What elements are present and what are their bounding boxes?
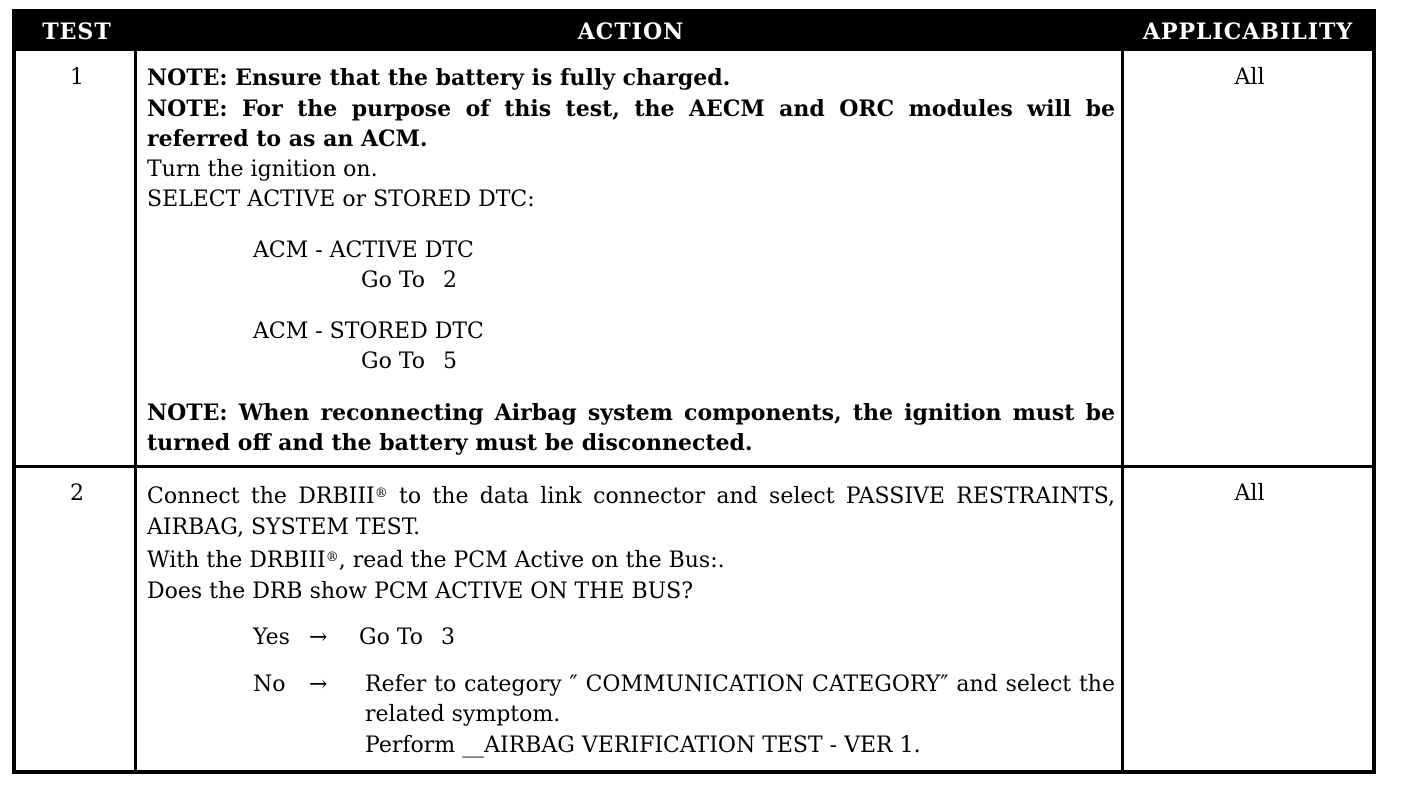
row-1-select-line: SELECT ACTIVE or STORED DTC: [147,187,535,212]
row-1-applicability: All [1234,65,1265,90]
table-header [16,13,1372,51]
row-2-connect-line: Connect the DRBIII® to the data link connector and select PASSIVE RESTRAINTS, AIRBAG, SYSTEM TEST. [147,484,1115,540]
test-table [12,9,1376,774]
right-arrow-icon: → [309,671,328,697]
header-action: ACTION [577,19,685,45]
row-2-no-response: No → Refer to category ″ COMMUNICATION CATEGORY″ and select the related symptom. Perform __AIRBAG VERIFICATION TEST - VER 1. [147,670,1115,761]
row-1-ignition-line: Turn the ignition on. [147,156,378,182]
row-2-question: Does the DRB show PCM ACTIVE ON THE BUS? [147,578,694,604]
header-test: TEST [42,19,112,45]
row-1-action [147,63,1115,459]
row-1-test-number: 1 [70,65,84,90]
row-1-note-battery: NOTE: Ensure that the battery is fully charged. [147,65,731,91]
row-1-option-active: ACM - ACTIVE DTC [253,237,474,263]
row-2-test-number: 2 [70,481,84,506]
column-divider-2 [1121,51,1124,774]
row-2-applicability: All [1234,481,1265,506]
right-arrow-icon: → [309,625,328,650]
row-2-yes-response: Yes → Go To 3 [147,623,1115,654]
row-2-no-refer: Refer to category ″ COMMUNICATION CATEGORY″ and select the related symptom. [365,671,1115,727]
row-2-no-perform: Perform __AIRBAG VERIFICATION TEST - VER 1. [365,732,921,758]
column-divider-1 [134,51,137,774]
row-1-option-stored: ACM - STORED DTC [253,318,484,344]
row-1-option-stored-goto: Go To 5 [361,349,458,374]
row-1-note-acm: NOTE: For the purpose of this test, the AECM and ORC modules will be referred to as an ACM. [147,95,1115,152]
row-divider [16,465,1372,468]
row-2-read-line: With the DRBIII®, read the PCM Active on the Bus:. [147,548,725,573]
header-applicability: APPLICABILITY [1142,19,1354,45]
row-1-note-reconnect: NOTE: When reconnecting Airbag system components, the ignition must be turned off and the battery must be disconnected. [147,399,1115,456]
row-1-option-active-goto: Go To 2 [361,268,458,293]
row-2-action [147,479,1115,761]
